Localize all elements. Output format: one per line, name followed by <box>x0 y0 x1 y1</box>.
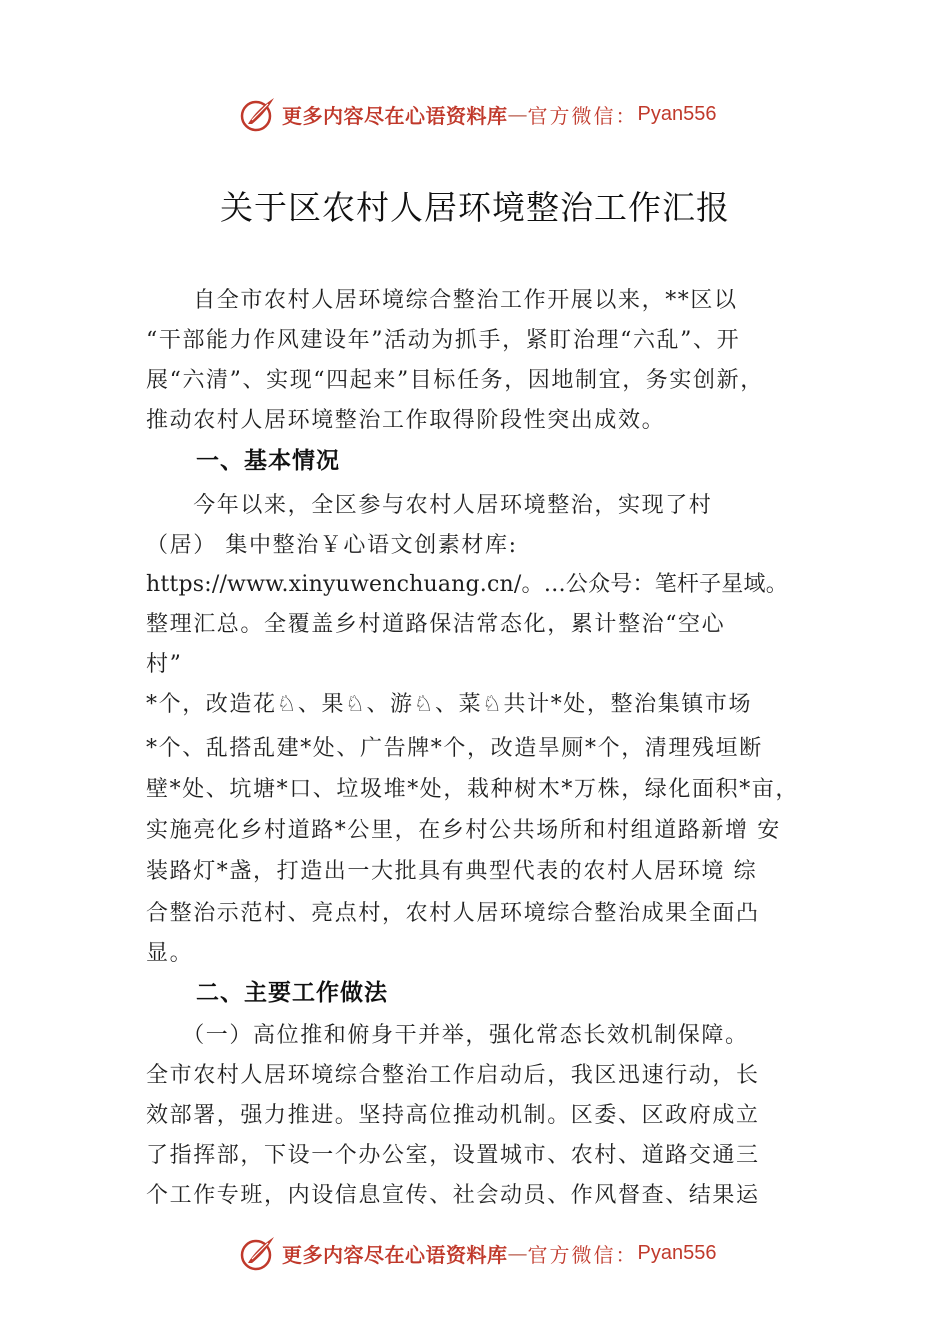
banner-text: 更多内容尽在心语资料库 <box>282 103 508 128</box>
footer-banner <box>0 1231 950 1275</box>
quill-pen-logo-icon <box>238 1233 278 1273</box>
document-title: 关于区农村人居环境整治工作汇报 <box>220 188 730 227</box>
section-heading-methods: 二、主要工作做法 <box>196 980 388 1006</box>
body-line: 整理汇总。全覆盖乡村道路保洁常态化，累计整治“空心 <box>146 612 726 637</box>
banner-wechat-id: Pyan556 <box>637 1241 717 1264</box>
body-line: 合整治示范村、亮点村，农村人居环境综合整治成果全面凸 <box>146 901 760 926</box>
body-line: 自全市农村人居环境综合整治工作开展以来，**区以 <box>146 288 738 313</box>
banner-separator: — <box>507 1241 528 1265</box>
body-line: （居） 集中整治￥心语文创素材库: <box>146 533 518 558</box>
banner-text: 更多内容尽在心语资料库 <box>282 1242 508 1267</box>
body-line: 壁*处、坑塘*口、垃圾堆*处，栽种树木*万株，绿化面积*亩， <box>146 777 800 802</box>
body-line: 全市农村人居环境综合整治工作启动后，我区迅速行动，长 <box>146 1063 760 1088</box>
body-line: 推动农村人居环境整治工作取得阶段性突出成效。 <box>146 408 666 433</box>
body-line: “干部能力作风建设年”活动为抓手，紧盯治理“六乱”、开 <box>146 328 741 353</box>
banner-content <box>238 1231 716 1275</box>
body-line: 个工作专班，内设信息宣传、社会动员、作风督查、结果运 <box>146 1183 760 1208</box>
body-line: 显。 <box>146 941 194 966</box>
body-line: 展“六清”、实现“四起来”目标任务，因地制宜，务实创新， <box>146 368 764 393</box>
banner-content <box>238 92 716 136</box>
banner-wechat-label: 官方微信： <box>527 1242 638 1267</box>
body-line: *个、乱搭乱建*处、广告牌*个，改造旱厕*个，清理残垣断 <box>146 736 763 761</box>
body-line: 效部署，强力推进。坚持高位推动机制。区委、区政府成立 <box>146 1103 760 1128</box>
quill-pen-logo-icon <box>238 94 278 134</box>
body-line-url: https://www.xinyuwenchuang.cn/。…公众号：笔杆子星域。 <box>146 572 788 597</box>
banner-wechat-label: 官方微信： <box>527 103 638 128</box>
body-line: 了指挥部，下设一个办公室，设置城市、农村、道路交通三 <box>146 1143 760 1168</box>
body-line: 今年以来，全区参与农村人居环境整治，实现了村 <box>146 493 713 518</box>
banner-wechat-id: Pyan556 <box>637 102 717 125</box>
body-line: *个，改造花♘、果♘、游♘、菜♘共计*处，整治集镇市场 <box>146 692 753 717</box>
body-line: 实施亮化乡村道路*公里，在乡村公共场所和村组道路新增 安 <box>146 818 781 843</box>
body-line: 村” <box>146 652 183 677</box>
section-heading-basic: 一、基本情况 <box>196 448 340 474</box>
body-line: 装路灯*盏，打造出一大批具有典型代表的农村人居环境 综 <box>146 859 758 884</box>
header-banner <box>0 92 950 136</box>
banner-separator: — <box>507 102 528 126</box>
body-line: （一）高位推和俯身干并举，强化常态长效机制保障。 <box>146 1023 749 1048</box>
